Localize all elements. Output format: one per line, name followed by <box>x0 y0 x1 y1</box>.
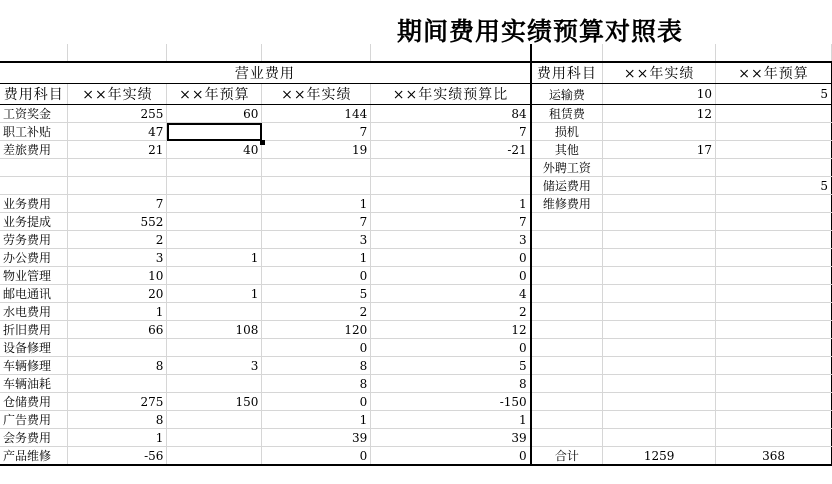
right-budget-cell[interactable] <box>716 141 832 159</box>
left-value-cell[interactable]: 7 <box>371 123 531 141</box>
left-value-cell[interactable]: 3 <box>262 231 371 249</box>
left-subject-cell[interactable]: 办公费用 <box>0 249 68 267</box>
left-value-cell[interactable]: 150 <box>167 393 262 411</box>
right-subject-cell[interactable]: 外聘工资 <box>531 159 603 177</box>
right-actual-cell[interactable] <box>603 177 716 195</box>
right-budget-cell[interactable]: 5 <box>716 177 832 195</box>
empty-cell[interactable] <box>167 44 262 62</box>
empty-cell[interactable] <box>262 44 371 62</box>
right-actual-cell[interactable] <box>603 429 716 447</box>
left-subject-cell[interactable]: 水电费用 <box>0 303 68 321</box>
empty-cell[interactable] <box>0 44 68 62</box>
left-value-cell[interactable]: 8 <box>262 357 371 375</box>
right-actual-cell[interactable]: 10 <box>603 84 716 105</box>
right-subject-cell[interactable] <box>531 411 603 429</box>
left-value-cell[interactable]: 21 <box>68 141 167 159</box>
right-subject-cell[interactable]: 维修费用 <box>531 195 603 213</box>
left-value-cell[interactable] <box>68 375 167 393</box>
right-actual-cell[interactable] <box>603 231 716 249</box>
left-value-cell[interactable]: 2 <box>262 303 371 321</box>
left-value-cell[interactable]: 39 <box>262 429 371 447</box>
right-budget-cell[interactable] <box>716 429 832 447</box>
right-actual-cell[interactable] <box>603 357 716 375</box>
left-subject-cell[interactable]: 物业管理 <box>0 267 68 285</box>
right-subject-cell[interactable] <box>531 231 603 249</box>
left-value-cell[interactable]: 255 <box>68 105 167 123</box>
left-value-cell[interactable] <box>371 177 531 195</box>
left-header-cell[interactable]: ××年预算 <box>167 84 262 105</box>
left-value-cell[interactable] <box>262 159 371 177</box>
right-budget-cell[interactable] <box>716 375 832 393</box>
right-actual-cell[interactable] <box>603 285 716 303</box>
left-value-cell[interactable]: 5 <box>371 357 531 375</box>
right-actual-cell[interactable] <box>603 321 716 339</box>
left-subject-cell[interactable]: 劳务费用 <box>0 231 68 249</box>
left-value-cell[interactable]: 2 <box>68 231 167 249</box>
right-budget-cell[interactable] <box>716 321 832 339</box>
left-header-cell[interactable]: ××年实绩 <box>262 84 371 105</box>
right-budget-cell[interactable] <box>716 267 832 285</box>
left-header-cell[interactable]: 费用科目 <box>0 84 68 105</box>
left-value-cell[interactable]: 552 <box>68 213 167 231</box>
right-budget-cell[interactable] <box>716 357 832 375</box>
left-value-cell[interactable] <box>68 177 167 195</box>
empty-cell[interactable] <box>531 44 603 62</box>
left-value-cell[interactable]: 0 <box>371 339 531 357</box>
left-value-cell[interactable]: 1 <box>68 303 167 321</box>
left-value-cell[interactable]: 8 <box>262 375 371 393</box>
right-budget-cell[interactable] <box>716 285 832 303</box>
left-value-cell[interactable]: 108 <box>167 321 262 339</box>
left-value-cell[interactable]: 8 <box>371 375 531 393</box>
left-subject-cell[interactable]: 广告费用 <box>0 411 68 429</box>
right-subject-cell[interactable]: 其他 <box>531 141 603 159</box>
right-subject-cell[interactable] <box>531 267 603 285</box>
left-value-cell[interactable]: 39 <box>371 429 531 447</box>
left-value-cell[interactable] <box>167 195 262 213</box>
right-budget-cell[interactable] <box>716 123 832 141</box>
right-subject-cell[interactable] <box>531 393 603 411</box>
left-value-cell[interactable] <box>167 411 262 429</box>
left-value-cell[interactable]: 7 <box>262 123 371 141</box>
left-value-cell[interactable]: 0 <box>371 267 531 285</box>
left-value-cell[interactable]: 60 <box>167 105 262 123</box>
left-value-cell[interactable]: -56 <box>68 447 167 466</box>
right-subject-cell[interactable] <box>531 321 603 339</box>
left-subject-cell[interactable] <box>0 177 68 195</box>
right-subject-cell[interactable] <box>531 213 603 231</box>
right-budget-cell[interactable] <box>716 195 832 213</box>
left-subject-cell[interactable]: 产品维修 <box>0 447 68 466</box>
left-value-cell[interactable] <box>167 447 262 466</box>
left-value-cell[interactable]: 144 <box>262 105 371 123</box>
right-subject-cell[interactable]: 损机 <box>531 123 603 141</box>
right-budget-cell[interactable] <box>716 231 832 249</box>
left-value-cell[interactable]: 3 <box>68 249 167 267</box>
left-subject-cell[interactable]: 仓储费用 <box>0 393 68 411</box>
left-subject-cell[interactable]: 邮电通讯 <box>0 285 68 303</box>
fill-handle[interactable] <box>260 140 265 145</box>
right-actual-cell[interactable] <box>603 303 716 321</box>
left-value-cell[interactable] <box>167 339 262 357</box>
right-actual-cell[interactable] <box>603 393 716 411</box>
right-subject-cell[interactable]: 储运费用 <box>531 177 603 195</box>
left-subject-cell[interactable]: 折旧费用 <box>0 321 68 339</box>
left-subject-cell[interactable]: 车辆修理 <box>0 357 68 375</box>
right-subject-cell[interactable] <box>531 285 603 303</box>
right-subject-cell[interactable] <box>531 339 603 357</box>
right-subject-cell[interactable] <box>531 375 603 393</box>
left-value-cell[interactable]: 1 <box>262 195 371 213</box>
right-subject-cell[interactable] <box>531 249 603 267</box>
right-budget-cell[interactable] <box>716 159 832 177</box>
left-value-cell[interactable] <box>262 177 371 195</box>
right-budget-cell[interactable] <box>716 249 832 267</box>
right-actual-cell[interactable]: 12 <box>603 105 716 123</box>
left-value-cell[interactable]: 0 <box>262 393 371 411</box>
left-value-cell[interactable]: 12 <box>371 321 531 339</box>
right-header-cell[interactable]: 费用科目 <box>531 62 603 84</box>
left-value-cell[interactable]: 47 <box>68 123 167 141</box>
left-value-cell[interactable]: 84 <box>371 105 531 123</box>
left-value-cell[interactable]: 0 <box>262 447 371 466</box>
left-value-cell[interactable] <box>68 159 167 177</box>
right-budget-cell[interactable] <box>716 339 832 357</box>
spreadsheet-grid[interactable] <box>0 44 832 466</box>
left-header-cell[interactable]: ××年实绩 <box>68 84 167 105</box>
right-subject-cell[interactable] <box>531 357 603 375</box>
left-value-cell[interactable]: 3 <box>371 231 531 249</box>
left-value-cell[interactable]: 0 <box>371 249 531 267</box>
left-value-cell[interactable]: -150 <box>371 393 531 411</box>
left-value-cell[interactable]: 275 <box>68 393 167 411</box>
right-budget-cell[interactable] <box>716 303 832 321</box>
left-value-cell[interactable]: 5 <box>262 285 371 303</box>
right-actual-cell[interactable] <box>603 159 716 177</box>
empty-cell[interactable] <box>603 44 716 62</box>
left-value-cell[interactable]: 4 <box>371 285 531 303</box>
right-actual-cell[interactable] <box>603 195 716 213</box>
right-actual-cell[interactable] <box>603 249 716 267</box>
left-value-cell[interactable]: 20 <box>68 285 167 303</box>
left-value-cell[interactable]: 10 <box>68 267 167 285</box>
left-header-cell[interactable]: ××年实绩预算比 <box>371 84 531 105</box>
right-actual-cell[interactable] <box>603 339 716 357</box>
left-value-cell[interactable]: 7 <box>68 195 167 213</box>
left-value-cell[interactable]: 1 <box>262 411 371 429</box>
left-value-cell[interactable]: 1 <box>371 411 531 429</box>
left-subject-cell[interactable]: 工资奖金 <box>0 105 68 123</box>
left-value-cell[interactable]: 8 <box>68 357 167 375</box>
right-subject-cell[interactable]: 租赁费 <box>531 105 603 123</box>
empty-cell[interactable] <box>371 44 531 62</box>
right-subject-cell[interactable] <box>531 303 603 321</box>
left-value-cell[interactable] <box>167 159 262 177</box>
left-value-cell[interactable] <box>167 267 262 285</box>
right-actual-cell[interactable] <box>603 411 716 429</box>
left-value-cell[interactable]: 19 <box>262 141 371 159</box>
left-value-cell[interactable]: 2 <box>371 303 531 321</box>
left-subject-cell[interactable]: 业务费用 <box>0 195 68 213</box>
left-value-cell[interactable]: 7 <box>371 213 531 231</box>
right-subject-cell[interactable] <box>531 429 603 447</box>
left-subject-cell[interactable]: 业务提成 <box>0 213 68 231</box>
left-subject-cell[interactable]: 职工补贴 <box>0 123 68 141</box>
left-value-cell[interactable]: -21 <box>371 141 531 159</box>
left-value-cell[interactable] <box>167 303 262 321</box>
left-value-cell[interactable]: 0 <box>262 339 371 357</box>
left-value-cell[interactable]: 8 <box>68 411 167 429</box>
right-actual-cell[interactable]: 17 <box>603 141 716 159</box>
left-value-cell[interactable] <box>167 375 262 393</box>
total-budget[interactable]: 368 <box>716 447 832 466</box>
right-actual-cell[interactable] <box>603 267 716 285</box>
left-subject-cell[interactable]: 车辆油耗 <box>0 375 68 393</box>
left-value-cell[interactable] <box>167 231 262 249</box>
left-value-cell[interactable] <box>167 429 262 447</box>
right-actual-cell[interactable] <box>603 375 716 393</box>
left-value-cell[interactable]: 7 <box>262 213 371 231</box>
left-subject-cell[interactable]: 会务费用 <box>0 429 68 447</box>
total-label[interactable]: 合计 <box>531 447 603 466</box>
left-subject-cell[interactable]: 设备修理 <box>0 339 68 357</box>
right-budget-cell[interactable] <box>716 393 832 411</box>
left-value-cell[interactable]: 1 <box>68 429 167 447</box>
empty-cell[interactable] <box>68 44 167 62</box>
left-value-cell[interactable]: 0 <box>262 267 371 285</box>
left-value-cell[interactable] <box>167 123 262 141</box>
group-header[interactable]: 营业费用 <box>0 62 531 84</box>
total-actual[interactable]: 1259 <box>603 447 716 466</box>
left-value-cell[interactable]: 66 <box>68 321 167 339</box>
left-value-cell[interactable]: 1 <box>167 285 262 303</box>
right-header-cell[interactable]: ××年预算 <box>716 62 832 84</box>
right-budget-cell[interactable] <box>716 105 832 123</box>
left-value-cell[interactable]: 1 <box>262 249 371 267</box>
left-subject-cell[interactable]: 差旅费用 <box>0 141 68 159</box>
left-value-cell[interactable]: 1 <box>371 195 531 213</box>
left-value-cell[interactable]: 1 <box>167 249 262 267</box>
right-budget-cell[interactable]: 5 <box>716 84 832 105</box>
right-header-cell[interactable]: ××年实绩 <box>603 62 716 84</box>
right-budget-cell[interactable] <box>716 411 832 429</box>
right-budget-cell[interactable] <box>716 213 832 231</box>
left-subject-cell[interactable] <box>0 159 68 177</box>
left-value-cell[interactable]: 120 <box>262 321 371 339</box>
left-value-cell[interactable]: 40 <box>167 141 262 159</box>
left-value-cell[interactable] <box>167 177 262 195</box>
left-value-cell[interactable] <box>371 159 531 177</box>
left-value-cell[interactable] <box>68 339 167 357</box>
right-actual-cell[interactable] <box>603 213 716 231</box>
left-value-cell[interactable]: 0 <box>371 447 531 466</box>
right-subject-cell[interactable]: 运输费 <box>531 84 603 105</box>
empty-cell[interactable] <box>716 44 832 62</box>
sheet-title: 期间费用实绩预算对照表 <box>396 17 683 46</box>
left-value-cell[interactable]: 3 <box>167 357 262 375</box>
left-value-cell[interactable] <box>167 213 262 231</box>
right-actual-cell[interactable] <box>603 123 716 141</box>
